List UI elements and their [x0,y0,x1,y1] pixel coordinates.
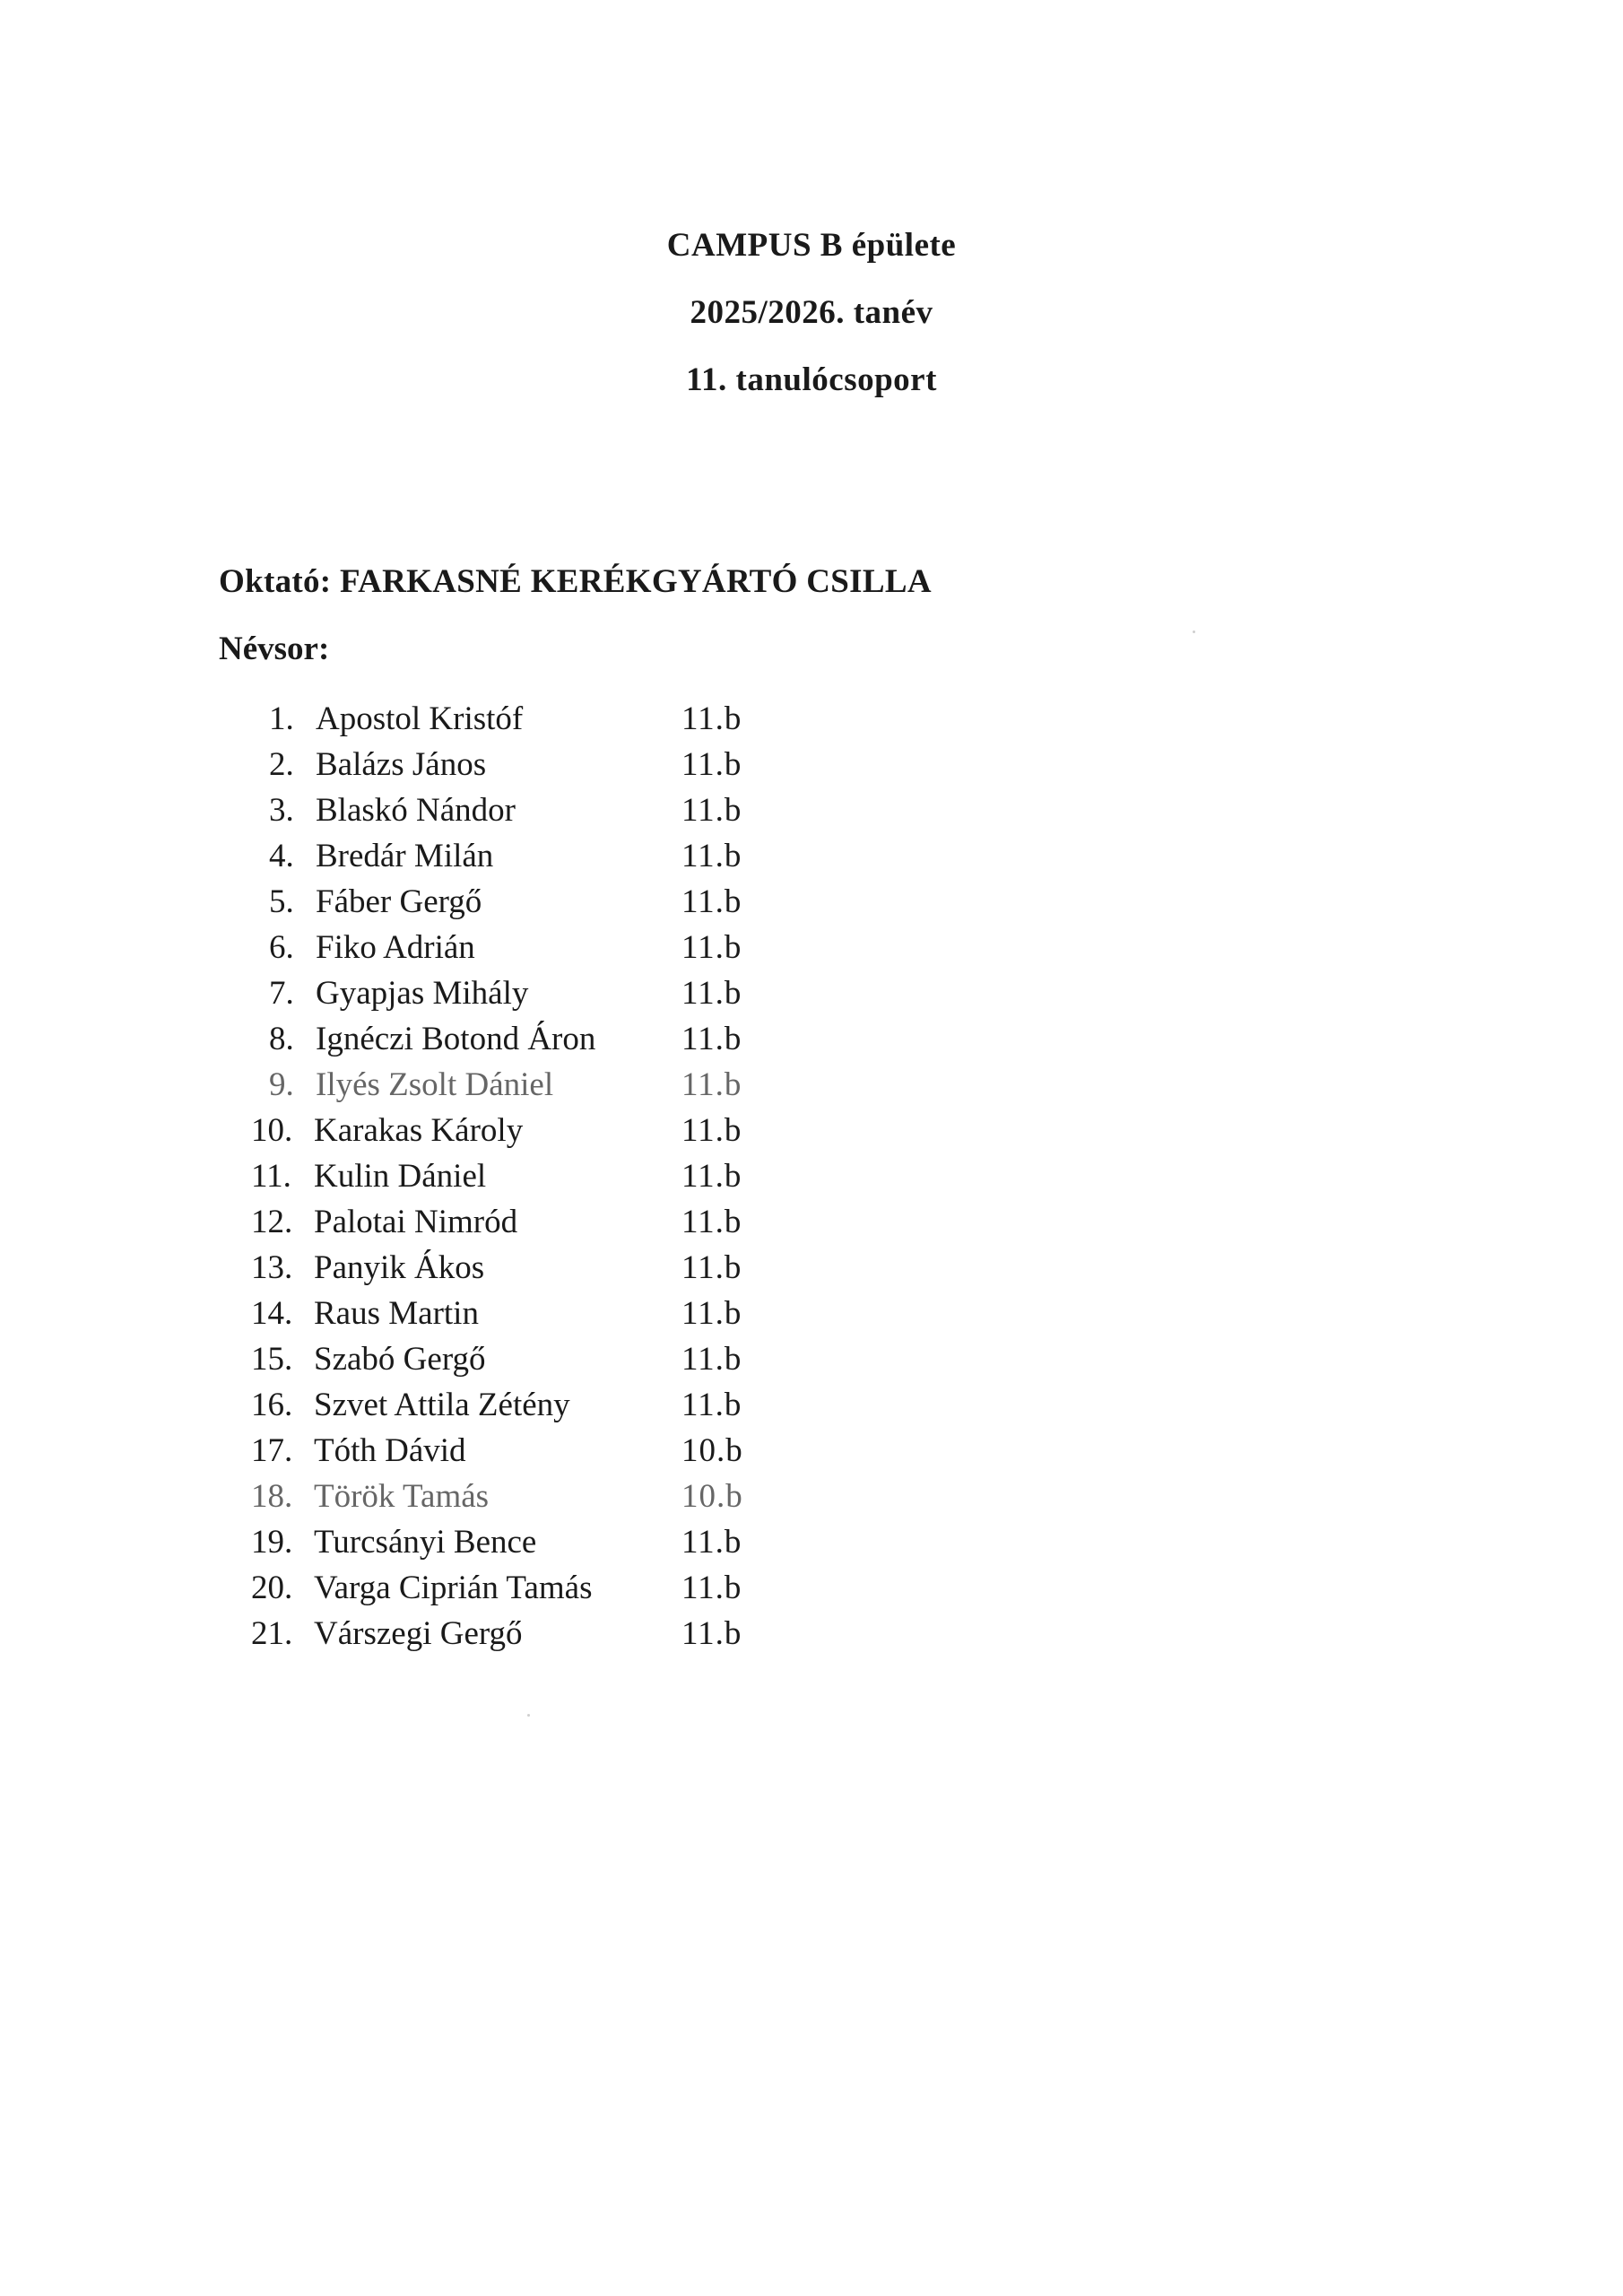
student-name: Blaskó Nándor [316,792,516,829]
student-name: Szabó Gergő [314,1341,486,1378]
study-group: 11. tanulócsoport [686,361,937,398]
student-number: 1. [269,700,294,737]
student-number: 7. [269,975,294,1012]
student-class: 11.b [681,746,742,783]
student-name: Balázs János [316,746,487,783]
student-name: Fáber Gergő [316,883,482,920]
student-name: Gyapjas Mihály [316,975,529,1012]
student-class: 11.b [681,975,742,1012]
student-row [0,1386,1623,1431]
student-number: 21. [251,1615,293,1652]
student-row [0,1065,1623,1111]
student-class: 11.b [681,1249,742,1286]
student-name: Tóth Dávid [314,1432,466,1469]
student-number: 19. [251,1524,293,1561]
student-class: 11.b [681,700,742,737]
student-row [0,1294,1623,1340]
student-row [0,1523,1623,1569]
student-name: Bredár Milán [316,838,494,874]
student-name: Ignéczi Botond Áron [316,1021,596,1057]
student-row [0,1157,1623,1203]
student-name: Turcsányi Bence [314,1524,537,1561]
student-number: 20. [251,1570,293,1606]
student-name: Karakas Károly [314,1112,524,1149]
student-name: Raus Martin [314,1295,479,1332]
student-row [0,1248,1623,1294]
student-number: 4. [269,838,294,874]
student-number: 10. [251,1112,293,1149]
student-row [0,1477,1623,1523]
student-name: Palotai Nimród [314,1204,518,1240]
student-class: 11.b [681,1524,742,1561]
student-row [0,1340,1623,1386]
student-number: 15. [251,1341,293,1378]
student-number: 16. [251,1387,293,1423]
student-row [0,745,1623,791]
student-class: 10.b [681,1478,743,1515]
student-number: 2. [269,746,294,783]
student-row [0,1569,1623,1614]
student-row [0,974,1623,1020]
student-number: 3. [269,792,294,829]
student-class: 11.b [681,929,742,966]
student-class: 11.b [681,1204,742,1240]
student-row [0,1111,1623,1157]
scan-speck [1193,631,1195,633]
student-class: 11.b [681,1570,742,1606]
student-class: 10.b [681,1432,743,1469]
student-row [0,1431,1623,1477]
student-name: Fiko Adrián [316,929,475,966]
roster-label: Névsor: [219,631,330,667]
scan-speck [527,1714,530,1717]
student-class: 11.b [681,838,742,874]
student-row [0,883,1623,928]
student-class: 11.b [681,883,742,920]
student-name: Várszegi Gergő [314,1615,523,1652]
student-row [0,1614,1623,1660]
student-number: 8. [269,1021,294,1057]
student-class: 11.b [681,1387,742,1423]
student-class: 11.b [681,1615,742,1652]
student-class: 11.b [681,1158,742,1195]
student-row [0,1020,1623,1065]
student-name: Török Tamás [314,1478,490,1515]
student-number: 9. [269,1066,294,1103]
student-number: 17. [251,1432,293,1469]
student-row [0,928,1623,974]
student-number: 5. [269,883,294,920]
instructor-line: Oktató: FARKASNÉ KERÉKGYÁRTÓ CSILLA [219,563,932,600]
student-list [0,700,1623,1660]
student-name: Szvet Attila Zétény [314,1387,570,1423]
student-class: 11.b [681,1021,742,1057]
building-title: CAMPUS B épülete [666,227,957,264]
student-class: 11.b [681,1112,742,1149]
student-name: Varga Ciprián Tamás [314,1570,593,1606]
student-number: 11. [251,1158,291,1195]
student-class: 11.b [681,792,742,829]
student-name: Kulin Dániel [314,1158,487,1195]
student-row [0,1203,1623,1248]
student-number: 6. [269,929,294,966]
student-class: 11.b [681,1066,742,1103]
school-year: 2025/2026. tanév [690,294,933,331]
student-number: 14. [251,1295,293,1332]
student-name: Panyik Ákos [314,1249,485,1286]
student-class: 11.b [681,1295,742,1332]
student-class: 11.b [681,1341,742,1378]
student-number: 13. [251,1249,293,1286]
student-row [0,700,1623,745]
student-number: 12. [251,1204,293,1240]
student-name: Ilyés Zsolt Dániel [316,1066,554,1103]
student-name: Apostol Kristóf [316,700,524,737]
student-row [0,791,1623,837]
student-number: 18. [251,1478,293,1515]
student-row [0,837,1623,883]
